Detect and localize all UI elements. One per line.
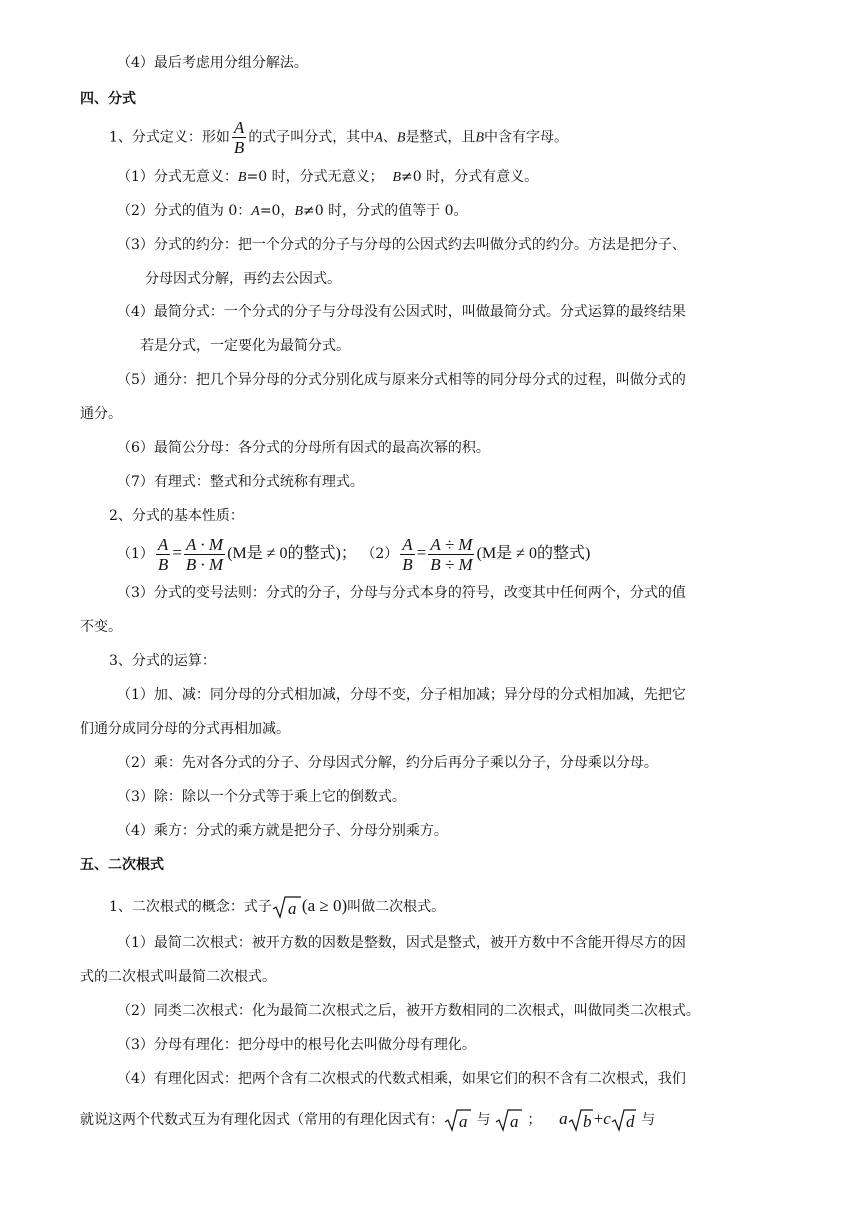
var-b: B (294, 204, 304, 219)
radicand: a (459, 1112, 468, 1131)
var-a: A (251, 204, 260, 219)
sign-rule-1: （3）分式的变号法则：分式的分子，分母与分式本身的符号，改变其中任何两个，分式的值 (117, 585, 686, 601)
item-meaningless (117, 167, 538, 188)
text: ≠0 时，分式的值等于 0。 (303, 203, 468, 219)
like-radicals: （2）同类二次根式：化为最简二次根式之后，被开方数相同的二次根式，叫做同类二次根式。 (117, 1003, 700, 1019)
item-grouping (117, 53, 308, 73)
text: 1、二次根式的概念：式子 (109, 899, 272, 915)
sqrt-a (495, 1107, 523, 1133)
denominator: B (402, 554, 413, 574)
equals: = (172, 543, 182, 562)
text: 、 (382, 129, 397, 146)
fraction-a-over-b (232, 118, 246, 157)
fraction-adm-over-bdm (428, 535, 474, 574)
var-b: B (392, 170, 402, 185)
basic-properties-formulas (117, 531, 590, 576)
text: 与 (641, 1112, 656, 1128)
section-heading-fractions: 四、分式 (80, 91, 136, 107)
text: 就说这两个代数式互为有理化因式（常用的有理化因式有： (80, 1112, 444, 1128)
item-reduction-1: （3）分式的约分：把一个分式的分子与分母的公因式约去叫做分式的约分。方法是把分子、 (117, 237, 686, 253)
radicand: a (287, 899, 297, 918)
var-b: B (475, 130, 484, 146)
op-power: （4）乘方：分式的乘方就是把分子、分母分别乘方。 (117, 823, 448, 839)
simplest-radical-1: （1）最简二次根式：被开方数的因数是整数，因式是整式，被开方数中不含能开得尽方的因 (117, 935, 686, 951)
text: 与 (476, 1112, 491, 1128)
denominator: B ÷ M (430, 554, 473, 574)
item-rational: （7）有理式：整式和分式统称有理式。 (117, 474, 364, 490)
numerator: A (402, 534, 413, 554)
numerator: A · M (186, 534, 224, 554)
text: 的式子叫分式，其中 (248, 129, 375, 146)
item-simplest-2: 若是分式，一定要化为最简分式。 (140, 338, 350, 354)
radical-sign-icon (495, 1108, 523, 1132)
op-divide: （3）除：除以一个分式等于乘上它的倒数式。 (117, 789, 406, 805)
sqrt-b (568, 1107, 594, 1133)
fraction-am-over-bm (184, 535, 225, 574)
condition: (a ≥ 0) (301, 896, 348, 915)
denominator: B (233, 138, 245, 157)
condition: (M是 ≠ 0的整式)； (227, 545, 357, 562)
text: ； (527, 1112, 542, 1128)
radicand: a (509, 1112, 519, 1131)
rationalizing-factor-1: （4）有理化因式：把两个含有二次根式的代数式相乘，如果它们的积不含有二次根式，我们 (117, 1071, 686, 1087)
rationalize-denominator: （3）分母有理化：把分母中的根号化去叫做分母有理化。 (117, 1037, 476, 1053)
item-simplest-1: （4）最简分式：一个分式的分子与分母没有公因式时，叫做最简分式。分式运算的最终结果 (117, 304, 686, 320)
sqrt-d (611, 1107, 637, 1133)
text: 1、分式定义：形如 (109, 129, 230, 146)
var-c: c (603, 1109, 611, 1128)
op-add-sub-2: 们通分成同分母的分式再相加减。 (80, 721, 290, 737)
item-lcd: （6）最简公分母：各分式的分母所有因式的最高次幂的积。 (117, 440, 490, 456)
radicand: d (625, 1112, 635, 1131)
text: =0 时，分式无意义； (246, 169, 384, 185)
sqrt-a (272, 894, 302, 920)
item-zero-value (117, 201, 467, 222)
item-common-denom-2: 通分。 (80, 406, 122, 422)
numerator: A (233, 118, 245, 137)
text: ≠0 时，分式有意义。 (401, 169, 539, 185)
simplest-radical-2: 式的二次根式叫最简二次根式。 (80, 969, 276, 985)
numerator: A (157, 534, 169, 554)
var-a: a (559, 1109, 568, 1128)
item-common-denom-1: （5）通分：把几个异分母的分式分别化成与原来分式相等的同分母分式的过程，叫做分式的 (117, 372, 686, 388)
condition: (M是 ≠ 0的整式) (476, 545, 591, 562)
basic-properties-heading: 2、分式的基本性质： (109, 508, 244, 524)
denominator: B · M (185, 554, 224, 574)
op-add-sub-1: （1）加、减：同分母的分式相加减，分母不变，分子相加减；异分母的分式相加减，先把它 (117, 687, 686, 703)
radical-sign-icon (444, 1108, 472, 1132)
plus: + (593, 1109, 604, 1128)
text: 叫做二次根式。 (347, 899, 446, 915)
op-multiply: （2）乘：先对各分式的分子、分母因式分解，约分后再分子乘以分子，分母乘以分母。 (117, 755, 658, 771)
radical-sign-icon (272, 895, 302, 919)
denominator: B (157, 554, 169, 574)
radical-concept (109, 893, 445, 920)
sqrt-a (444, 1107, 472, 1133)
text: （1） (117, 546, 154, 562)
var-b: B (396, 130, 406, 146)
rationalizing-factor-2 (80, 1106, 655, 1133)
text: （4）最后考虑用分组分解法。 (117, 55, 308, 71)
radical-sign-icon (568, 1108, 594, 1132)
fraction-a-over-b (156, 535, 170, 574)
fraction-definition (109, 118, 568, 158)
text: 中含有字母。 (484, 129, 568, 146)
radicand: b (582, 1112, 592, 1131)
text: （2）分式的值为 0： (117, 203, 252, 219)
fraction-a-over-b (400, 535, 414, 574)
numerator: A ÷ M (430, 534, 473, 554)
item-reduction-2: 分母因式分解，再约去公因式。 (145, 271, 341, 287)
operations-heading: 3、分式的运算： (109, 653, 216, 669)
section-heading-radicals: 五、二次根式 (80, 857, 164, 873)
sign-rule-2: 不变。 (80, 619, 122, 635)
text: （1）分式无意义： (117, 169, 238, 185)
text: =0， (259, 203, 295, 219)
var-b: B (237, 170, 247, 185)
text: 是整式，且 (405, 129, 476, 146)
var-a: A (374, 130, 383, 146)
equals: = (416, 543, 427, 562)
text: （2） (361, 546, 399, 562)
radical-sign-icon (611, 1108, 637, 1132)
